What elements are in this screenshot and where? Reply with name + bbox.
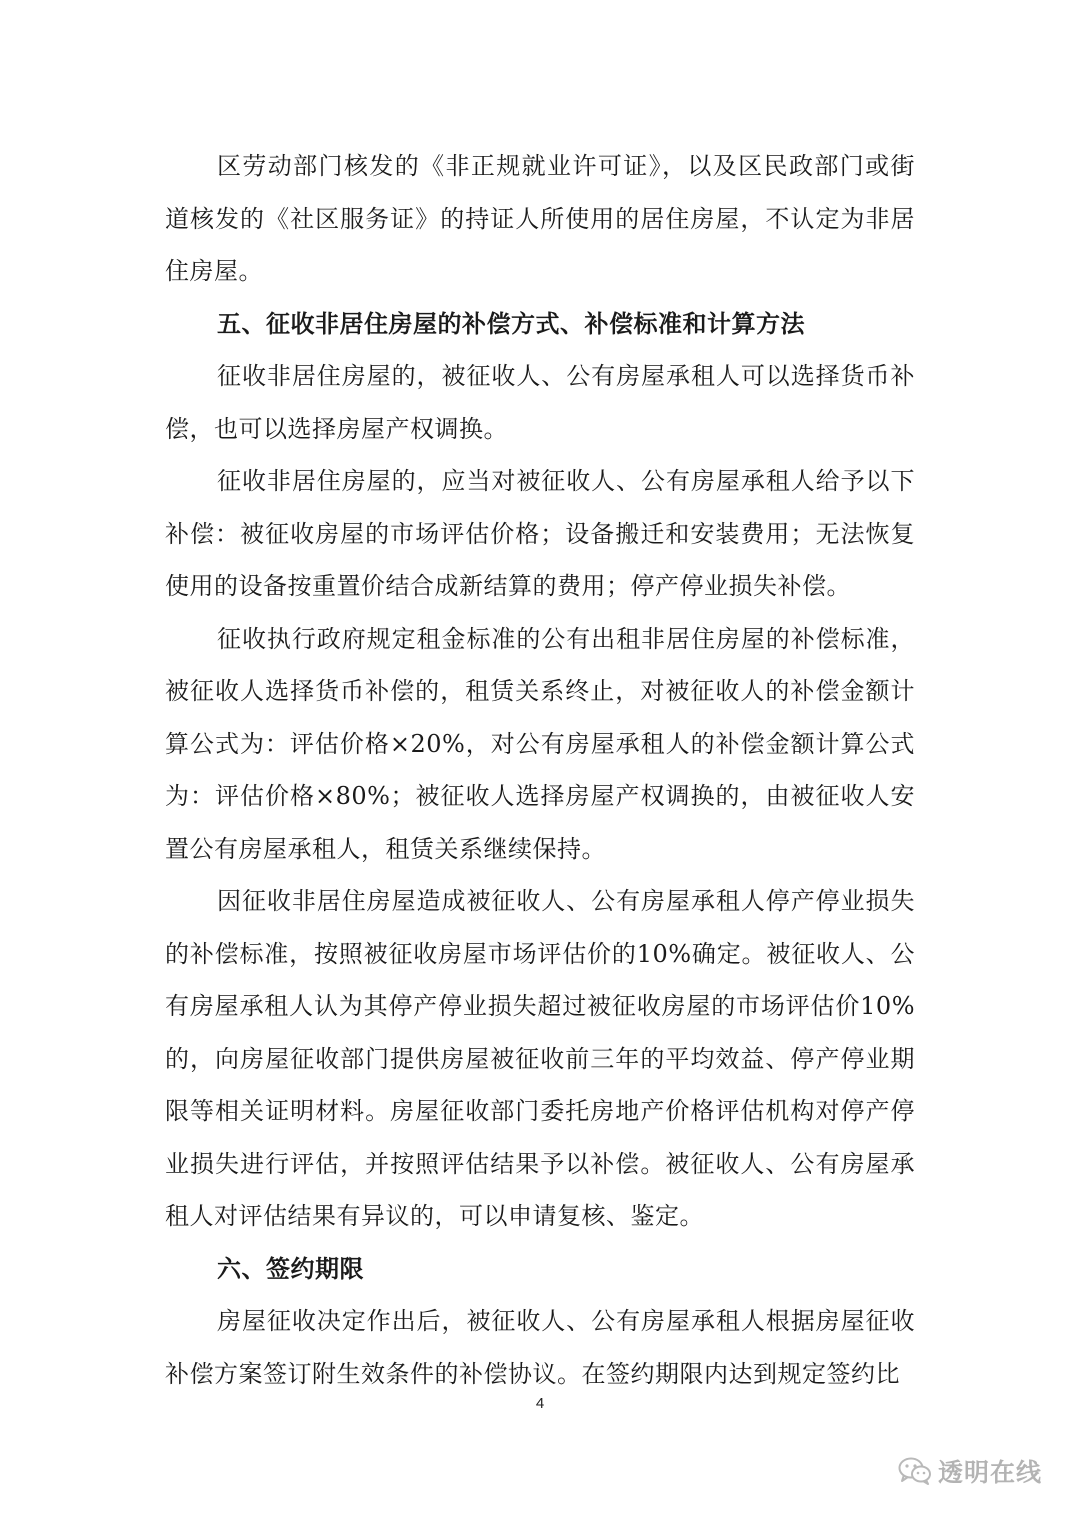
wechat-icon [898,1457,932,1485]
page-number: 4 [535,1395,545,1412]
section-heading-5: 五、征收非居住房屋的补偿方式、补偿标准和计算方法 [217,309,805,338]
paragraph-public-lease-formula: 征收执行政府规定租金标准的公有出租非居住房屋的补偿标准，被征收人选择货币补偿的，租赁关系终止，对被征收人的补偿金额计算公式为：评估价格×20%，对公有房屋承租人的补偿金额计算公式为：评估价格×80%；被征收人选择房屋产权调换的，由被征收人安置公有房屋承租人，租赁关系继续保持。 [165,624,915,863]
section-heading-6: 六、签约期限 [217,1254,364,1283]
paragraph-compensation-items: 征收非居住房屋的，应当对被征收人、公有房屋承租人给予以下补偿：被征收房屋的市场评估价格；设备搬迁和安装费用；无法恢复使用的设备按重置价结合成新结算的费用；停产停业损失补偿。 [165,467,915,600]
document-body [165,140,915,1400]
paragraph-compensation-choice: 征收非居住房屋的，被征收人、公有房屋承租人可以选择货币补偿，也可以选择房屋产权调换。 [165,362,915,443]
paragraph-non-residential-exclusion: 区劳动部门核发的《非正规就业许可证》，以及区民政部门或街道核发的《社区服务证》的持证人所使用的居住房屋，不认定为非居住房屋。 [165,152,915,285]
paragraph-signing-period: 房屋征收决定作出后，被征收人、公有房屋承租人根据房屋征收补偿方案签订附生效条件的补偿协议。在签约期限内达到规定签约比 [165,1307,915,1388]
watermark-text: 透明在线 [937,1458,1042,1487]
watermark [898,1453,1042,1489]
paragraph-business-loss: 因征收非居住房屋造成被征收人、公有房屋承租人停产停业损失的补偿标准，按照被征收房屋市场评估价的10%确定。被征收人、公有房屋承租人认为其停产停业损失超过被征收房屋的市场评估价10%的，向房屋征收部门提供房屋被征收前三年的平均效益、停产停业期限等相关证明材料。房屋征收部门委托房地产价格评估机构对停产停业损失进行评估，并按照评估结果予以补偿。被征收人、公有房屋承租人对评估结果有异议的，可以申请复核、鉴定。 [165,887,915,1230]
